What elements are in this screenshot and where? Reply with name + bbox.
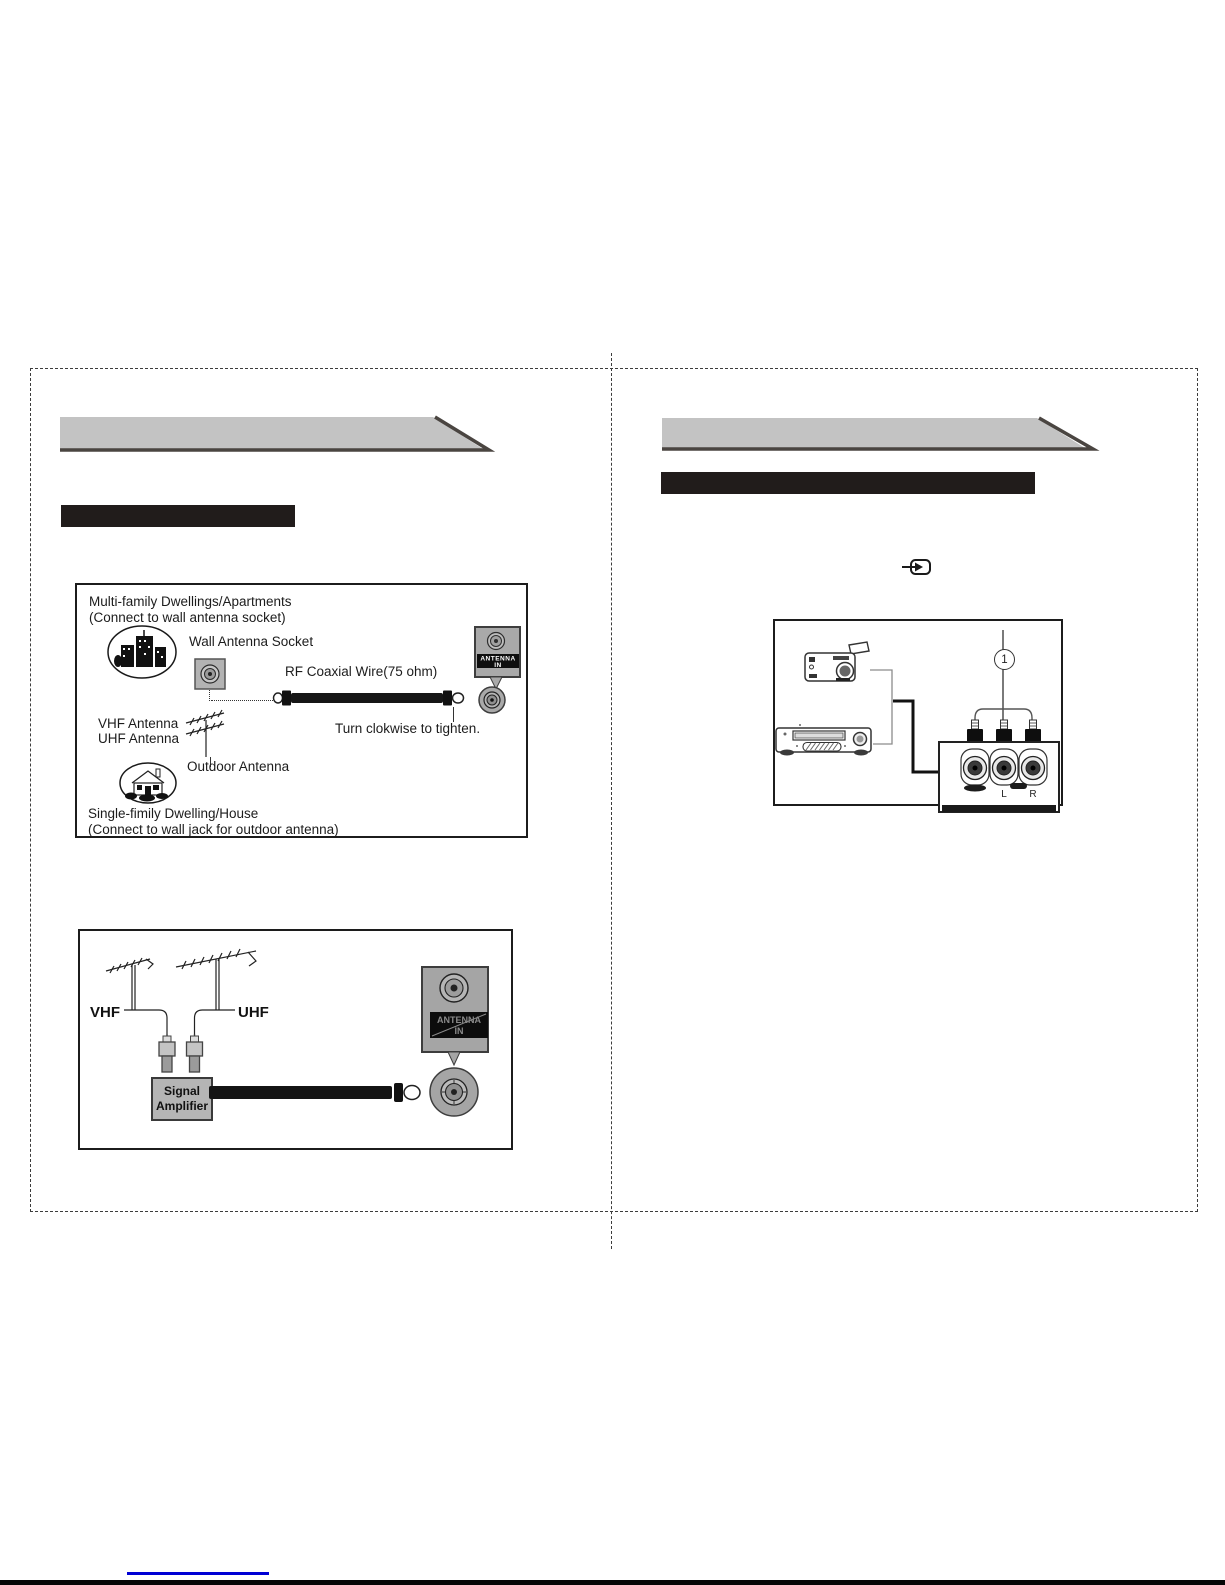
av-cable-line <box>893 701 938 772</box>
amplifier-connection-diagram <box>78 929 513 1150</box>
wall-socket-label: Wall Antenna Socket <box>189 634 314 649</box>
antenna-in-panel <box>471 621 525 763</box>
amplifier-line1: Signal <box>163 1084 200 1098</box>
av-jack-panel <box>938 741 1061 816</box>
amplifier-coax-cable <box>209 1080 434 1106</box>
video-input-icon <box>902 557 932 577</box>
outdoor-antenna-label: Outdoor Antenna <box>187 759 290 774</box>
single-family-line2: (Connect to wall jack for outdoor antenna) <box>88 821 339 837</box>
multi-family-line1: Multi-family Dwellings/Apartments <box>89 594 292 609</box>
antenna-icon <box>182 707 232 759</box>
section-banner-left <box>59 415 491 452</box>
building-icon <box>105 623 179 681</box>
signal-amplifier-box <box>151 1077 213 1121</box>
vhf-antenna-label: VHF Antenna <box>98 716 179 731</box>
antenna-in-text-dark: ANTENNA <box>437 1015 481 1025</box>
page-bottom-edge <box>0 1580 1225 1585</box>
page-divider-line <box>611 353 612 1249</box>
f-connector-plugs <box>155 1034 210 1079</box>
section-title-bar-left <box>61 505 295 527</box>
callout-number: 1 <box>1001 653 1008 666</box>
audio-left-jack <box>990 749 1018 785</box>
uhf-antenna-label: UHF Antenna <box>98 731 180 746</box>
coax-input-connector-icon-2 <box>427 1063 483 1121</box>
callout-1-badge <box>994 649 1015 670</box>
amplifier-line2: Amplifier <box>155 1099 208 1113</box>
dotted-connector-vertical <box>209 690 210 701</box>
tighten-label: Turn clokwise to tighten. <box>335 721 481 736</box>
av-connection-diagram <box>773 619 1063 806</box>
antenna-in-text-dark-2: IN <box>454 1026 464 1036</box>
footer-link-underline[interactable] <box>127 1572 269 1575</box>
camcorder-icon <box>803 641 873 688</box>
vhf-uhf-antennas <box>88 949 358 1059</box>
antenna-in-panel-2 <box>420 961 492 1071</box>
tighten-pointer-line <box>453 707 454 722</box>
single-family-line1: Single-fimily Dwelling/House <box>88 806 259 821</box>
wall-socket-icon <box>194 658 226 690</box>
antenna-in-text: ANTENNA <box>480 655 516 663</box>
house-icon <box>118 761 178 805</box>
single-family-label <box>88 806 339 838</box>
vhf-label: VHF <box>90 1004 120 1021</box>
banner-shape <box>60 417 483 449</box>
section-banner-right <box>662 417 1096 451</box>
audio-right-label: R <box>1029 789 1037 800</box>
multi-family-label <box>89 594 292 626</box>
dotted-connector-horizontal <box>211 700 273 701</box>
banner-shape-right <box>662 418 1085 448</box>
antenna-connection-diagram <box>75 583 528 838</box>
vcr-icon <box>775 725 874 758</box>
uhf-label: UHF <box>238 1004 269 1021</box>
audio-left-label: L <box>1001 789 1007 800</box>
coax-cable-icon <box>273 687 467 709</box>
section-title-bar-right <box>661 472 1035 494</box>
coax-wire-label: RF Coaxial Wire(75 ohm) <box>285 664 438 679</box>
audio-right-jack <box>1019 749 1047 785</box>
multi-family-line2: (Connect to wall antenna socket) <box>89 609 286 625</box>
antenna-in-text-2: IN <box>494 662 502 669</box>
